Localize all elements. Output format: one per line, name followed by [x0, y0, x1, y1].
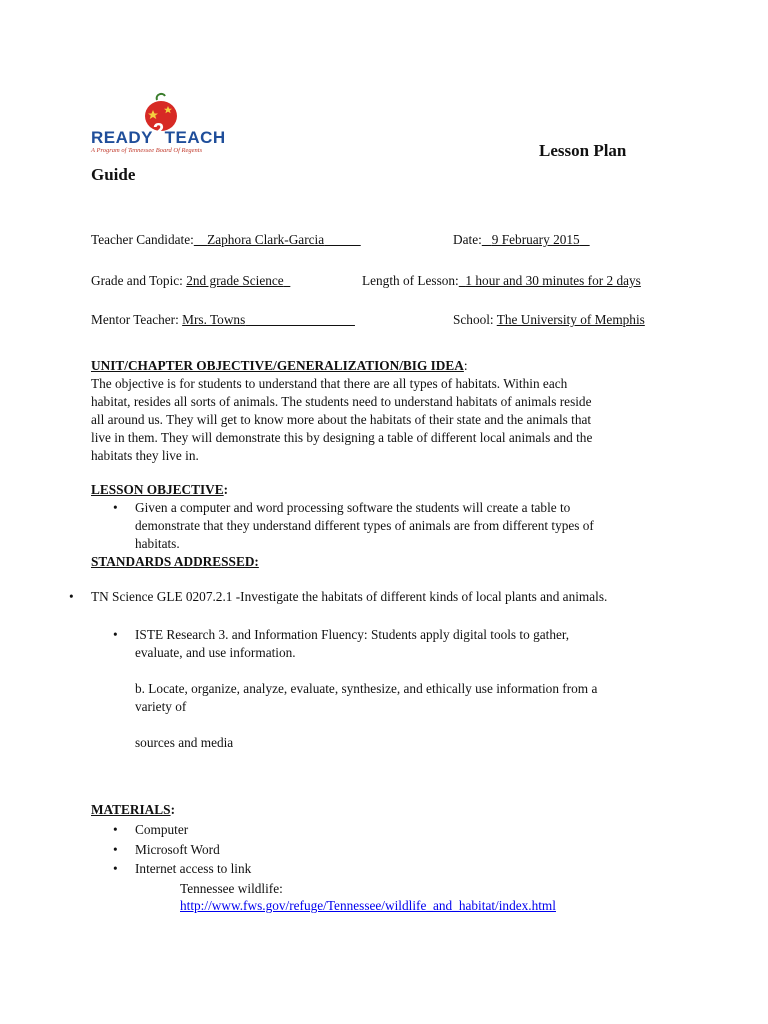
materials-link-label: Tennessee wildlife:	[180, 881, 283, 896]
title-lesson-plan: Lesson Plan	[539, 141, 627, 160]
lesson-objective-heading	[91, 481, 228, 499]
materials-item-computer	[135, 821, 188, 839]
title-guide: Guide	[91, 165, 136, 184]
unit-paragraph	[91, 375, 592, 465]
logo-tagline: A Program of Tennessee Board Of Regents	[91, 147, 203, 154]
standards-sub-b	[135, 680, 597, 716]
unit-line: habitats they live in.	[91, 448, 199, 463]
lesson-objective-item	[135, 499, 594, 553]
mentor-label: Mentor Teacher:	[91, 312, 179, 327]
teacher-value: Zaphora Clark-Garcia	[207, 232, 325, 247]
standards-sub-b-line: variety of	[135, 699, 187, 714]
teacher-label: Teacher Candidate:	[91, 232, 194, 247]
materials-link-row	[180, 897, 556, 915]
unit-line: habitat, resides all sorts of animals. The students need to understand habitats of animals reside	[91, 394, 592, 409]
materials-heading-text: MATERIALS	[91, 802, 171, 817]
unit-heading-text: UNIT/CHAPTER OBJECTIVE/GENERALIZATION/BIG IDEA	[91, 358, 464, 373]
standards-item-iste	[135, 626, 569, 662]
materials-item-text: Computer	[135, 822, 189, 837]
mentor-value: Mrs. Towns	[182, 312, 246, 327]
length-value: 1 hour and 30 minutes for 2 days	[465, 273, 641, 288]
unit-line: live in them. They will demonstrate this by designing a table of different local animals and the	[91, 430, 593, 445]
standards-item-tn-text: TN Science GLE 0207.2.1 -Investigate the habitats of different kinds of local plants and animals.	[91, 589, 608, 604]
unit-heading-colon: :	[463, 358, 468, 373]
ready2teach-logo	[91, 92, 231, 158]
materials-heading-colon: :	[170, 802, 175, 817]
materials-item-word	[135, 841, 220, 859]
standards-heading: STANDARDS ADDRESSED:	[91, 554, 259, 569]
unit-line: all around us. They will get to know more about the habitats of their state and the animals that	[91, 412, 592, 427]
standards-iste-line: • ISTE Research 3. and Information Fluency: Students apply digital tools to gather,	[135, 627, 570, 642]
length-row	[362, 272, 641, 290]
unit-heading	[91, 357, 468, 375]
unit-line: The objective is for students to understand that there are all types of habitats. Within each	[91, 376, 568, 391]
materials-item-text: Microsoft Word	[135, 842, 220, 857]
date-value: 9 February 2015	[491, 232, 580, 247]
standards-sub-b-line: b. Locate, organize, analyze, evaluate, synthesize, and ethically use information from a	[135, 681, 598, 696]
materials-item-internet	[135, 860, 251, 878]
tennessee-wildlife-link[interactable]: http://www.fws.gov/refuge/Tennessee/wildlife_and_habitat/index.html	[180, 898, 556, 913]
standards-sources: sources and media	[135, 735, 234, 750]
standards-iste-line: evaluate, and use information.	[135, 645, 296, 660]
lesson-objective-colon: :	[223, 482, 229, 497]
lesson-objective-line: habitats.	[135, 536, 180, 551]
date-row	[453, 231, 590, 249]
lesson-objective-line: demonstrate that they understand different types of animals are from different types of	[135, 518, 594, 533]
grade-row	[91, 272, 290, 290]
standards-item-tn	[91, 588, 607, 606]
materials-item-text: Internet access to link	[135, 861, 252, 876]
school-row	[453, 311, 645, 329]
school-value: The University of Memphis	[496, 312, 645, 327]
date-label: Date:	[453, 232, 482, 247]
logo-ready: READY	[91, 128, 154, 147]
grade-label: Grade and Topic:	[91, 273, 183, 288]
grade-value: 2nd grade Science	[186, 273, 284, 288]
lesson-objective-heading-text: LESSON OBJECTIVE	[91, 482, 224, 497]
school-label: School:	[453, 312, 494, 327]
teacher-row	[91, 231, 361, 249]
length-label: Length of Lesson:	[362, 273, 459, 288]
materials-heading	[91, 801, 175, 819]
mentor-row	[91, 311, 355, 329]
logo-digit: 2	[153, 120, 165, 142]
logo-teach: TEACH	[164, 128, 226, 147]
lesson-objective-line: • Given a computer and word processing software the students will create a table to	[135, 500, 571, 515]
